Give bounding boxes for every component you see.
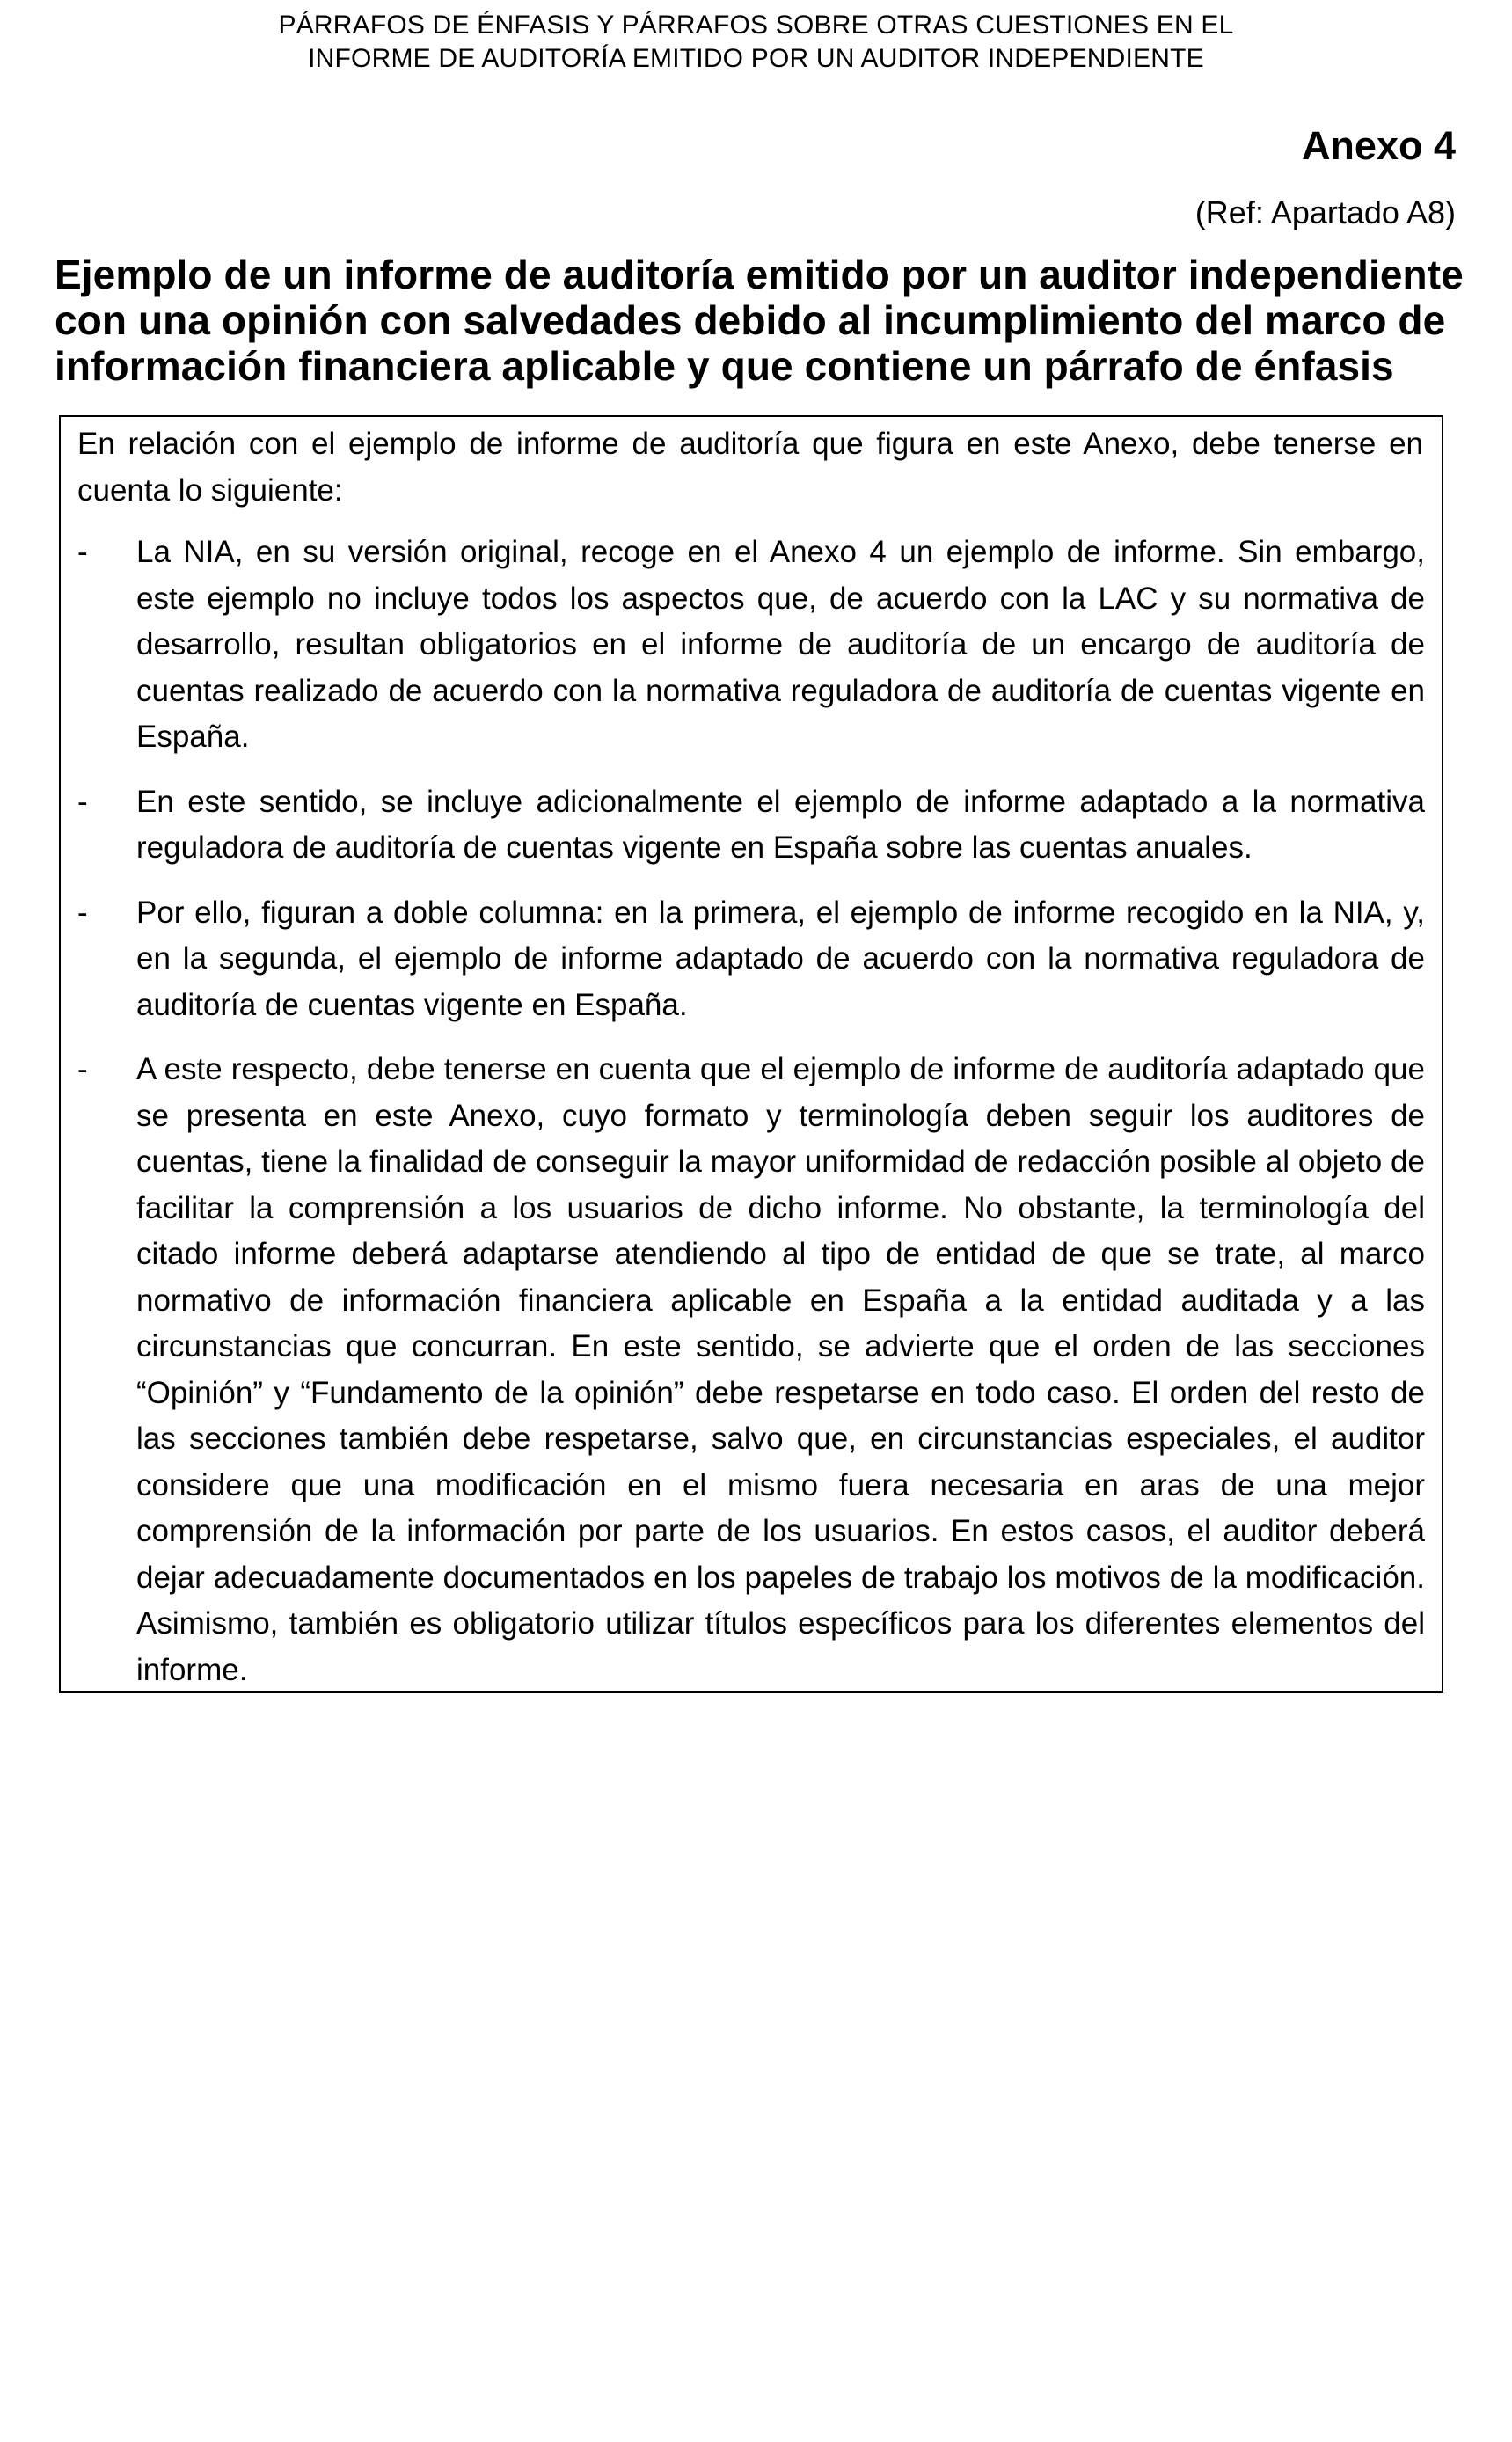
document-title: [55, 252, 1462, 389]
annex-title: Anexo 4: [1301, 123, 1456, 168]
note-bullet-item-3: [77, 890, 1425, 1029]
note-bullet-text: A este respecto, debe tenerse en cuenta que el ejemplo de informe de auditoría adaptado que se presenta en este Anexo, cuyo formato y terminología deben seguir los auditores de cuentas, tiene la finalidad de conseguir la mayor uniformidad de redacción posible al objeto de facilitar la comprensión a los usuarios de dicho informe. No obstante, la terminología del citado informe deberá adaptarse atendiendo al tipo de entidad de que se trate, al marco normativo de información financiera aplicable en España a la entidad auditada y a las circunstancias que concurran. En este sentido, se advierte que el orden de las secciones “Opinión” y “Fundamento de la opinión” debe respetarse en todo caso. El orden del resto de las secciones también debe respetarse, salvo que, en circunstancias especiales, el auditor considere que una modificación en el mismo fuera necesaria en aras de una mejor comprensión de la información por parte de los usuarios. En estos casos, el auditor deberá dejar adecuadamente documentados en los papeles de trabajo los motivos de la modificación. Asimismo, también es obligatorio utilizar títulos específicos para los diferentes elementos del informe.: [136, 1052, 1425, 1687]
bullet-dash: -: [77, 784, 88, 819]
note-bullet-item-4: [77, 1047, 1425, 1693]
document-title-line-3: información financiera aplicable y que contiene un párrafo de énfasis: [55, 343, 1394, 389]
note-bullet-text: En este sentido, se incluye adicionalmente el ejemplo de informe adaptado a la normativa reguladora de auditoría de cuentas vigente en España sobre las cuentas anuales.: [136, 784, 1425, 865]
running-header: [0, 9, 1512, 76]
bullet-dash: -: [77, 535, 88, 569]
note-bullet-item-2: [77, 779, 1425, 872]
note-bullet-list: [77, 530, 1425, 1712]
running-header-line-1: PÁRRAFOS DE ÉNFASIS Y PÁRRAFOS SOBRE OTRAS CUESTIONES EN EL: [278, 11, 1234, 40]
bullet-dash: -: [77, 895, 88, 930]
bullet-dash: -: [77, 1052, 88, 1086]
note-bullet-text: Por ello, figuran a doble columna: en la primera, el ejemplo de informe recogido en la NIA, y, en la segunda, el ejemplo de informe adaptado de acuerdo con la normativa reguladora de auditoría de cuentas vigente en España.: [136, 895, 1425, 1022]
note-bullet-text: La NIA, en su versión original, recoge en el Anexo 4 un ejemplo de informe. Sin embargo, este ejemplo no incluye todos los aspectos que, de acuerdo con la LAC y su normativa de desarrollo, resultan obligatorios en el informe de auditoría de un encargo de auditoría de cuentas realizado de acuerdo con la normativa reguladora de auditoría de cuentas vigente en España.: [136, 535, 1425, 754]
note-bullet-item-1: [77, 530, 1425, 761]
document-title-line-2: con una opinión con salvedades debido al incumplimiento del marco de: [55, 297, 1446, 343]
note-intro: En relación con el ejemplo de informe de auditoría que figura en este Anexo, debe tenerse en cuenta lo siguiente:: [77, 427, 1423, 508]
document-title-line-1: Ejemplo de un informe de auditoría emitido por un auditor independiente: [55, 252, 1464, 297]
annex-reference: (Ref: Apartado A8): [1194, 194, 1456, 230]
running-header-line-2: INFORME DE AUDITORÍA EMITIDO POR UN AUDITOR INDEPENDIENTE: [308, 44, 1204, 73]
